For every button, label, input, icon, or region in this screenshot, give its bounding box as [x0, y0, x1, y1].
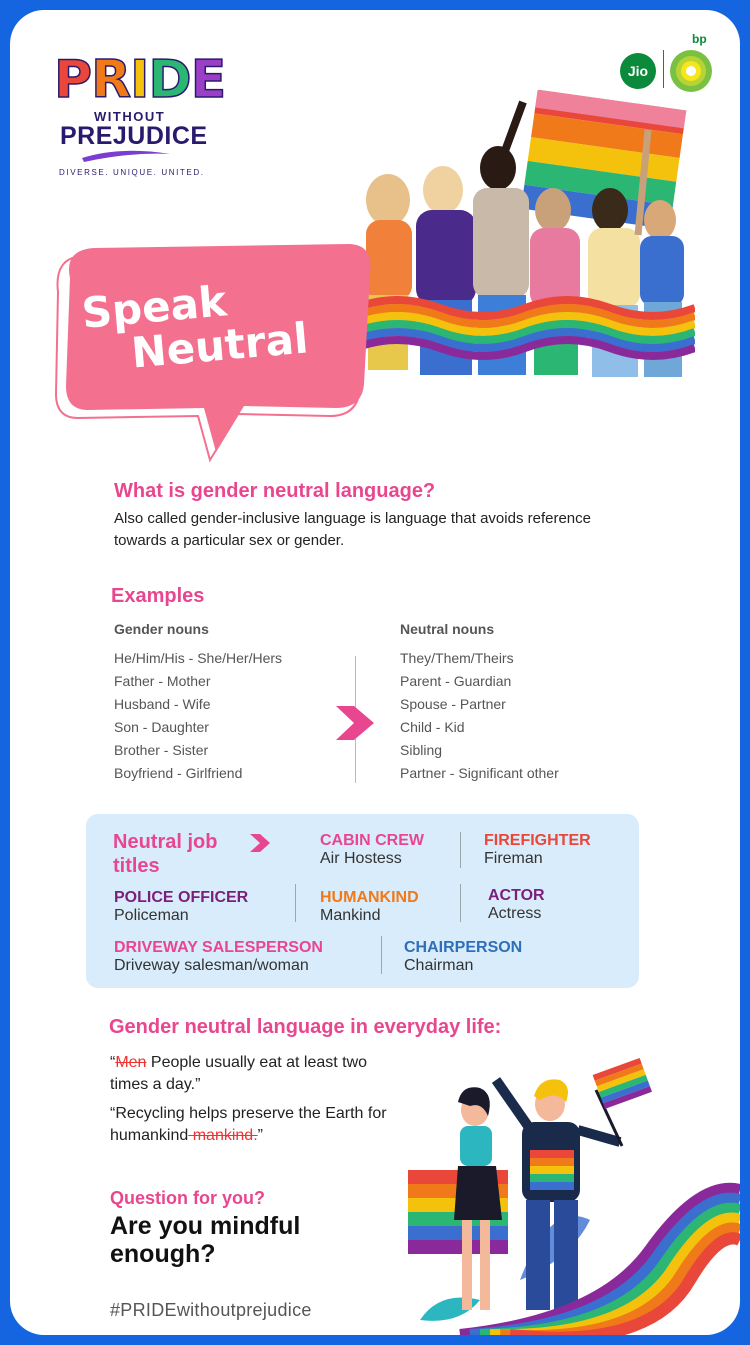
list-item: He/Him/His - She/Her/Hers	[114, 650, 283, 666]
job-divider	[295, 884, 296, 922]
list-item: They/Them/Theirs	[400, 650, 514, 666]
job-old-title: Driveway salesman/woman	[114, 957, 309, 974]
job-chairperson	[404, 939, 522, 975]
job-divider	[460, 832, 461, 868]
list-item: Sibling	[400, 742, 443, 758]
list-item: Husband - Wife	[114, 696, 211, 712]
job-titles-heading	[113, 830, 217, 878]
mindful-line: enough?	[110, 1240, 216, 1268]
job-firefighter	[484, 832, 591, 868]
gender-nouns-title: Gender nouns	[114, 621, 209, 637]
struck-word: mankind.	[188, 1127, 258, 1144]
job-old-title: Fireman	[484, 850, 543, 867]
quote-text: “Recycling helps preserve the Earth for humankind	[110, 1105, 387, 1144]
mindful-line: Are you mindful	[110, 1212, 301, 1240]
neutral-noun-list	[400, 647, 559, 785]
couple-pride-illustration	[400, 1050, 740, 1335]
quote-open: “	[110, 1054, 116, 1071]
job-heading-line: Neutral job	[113, 831, 218, 853]
job-title: ACTOR	[488, 887, 545, 904]
bp-label: bp	[692, 32, 707, 46]
neutral-nouns-title: Neutral nouns	[400, 621, 495, 637]
jio-logo: Jio	[620, 53, 656, 89]
quote-1	[110, 1052, 400, 1096]
logo-tagline: DIVERSE. UNIQUE. UNITED.	[59, 168, 205, 177]
quote-close: ”	[257, 1127, 263, 1144]
logo-swoosh	[80, 148, 172, 164]
definition-text: Also called gender-inclusive language is language that avoids reference towards a particular sex or gender.	[114, 510, 591, 549]
quote-2	[110, 1103, 400, 1147]
pride-logo-text: PRIDE	[54, 50, 226, 110]
list-item: Child - Kid	[400, 719, 465, 735]
job-title: HUMANKIND	[320, 889, 419, 906]
bp-helios-icon	[668, 48, 714, 94]
list-item: Parent - Guardian	[400, 673, 512, 689]
job-driveway-salesperson	[114, 939, 323, 975]
job-old-title: Policeman	[114, 907, 189, 924]
gender-noun-list	[114, 647, 282, 785]
brand-divider	[663, 50, 664, 88]
title-line-neutral: Neutral	[129, 313, 311, 378]
struck-word: Men	[115, 1054, 147, 1071]
job-heading-line: titles	[113, 855, 160, 877]
job-title: CHAIRPERSON	[404, 939, 523, 956]
everyday-heading: Gender neutral language in everyday life:	[109, 1016, 502, 1038]
list-item: Brother - Sister	[114, 742, 209, 758]
logo-prejudice: PREJUDICE	[60, 122, 208, 150]
speak-neutral-title	[80, 273, 310, 380]
list-item: Father - Mother	[114, 673, 211, 689]
list-item: Partner - Significant other	[400, 765, 559, 781]
job-title: CABIN CREW	[320, 832, 424, 849]
job-actor	[488, 887, 545, 923]
poster-card	[10, 10, 740, 1335]
wavy-rainbow	[355, 296, 695, 376]
list-item: Spouse - Partner	[400, 696, 506, 712]
list-item: Boyfriend - Girlfriend	[114, 765, 243, 781]
job-old-title: Chairman	[404, 957, 474, 974]
chevron-right-icon	[246, 832, 272, 854]
job-divider	[460, 884, 461, 922]
logo-without: WITHOUT	[94, 109, 166, 124]
examples-heading: Examples	[111, 585, 205, 607]
question-label: Question for you?	[110, 1188, 265, 1208]
hashtag: #PRIDEwithoutprejudice	[110, 1300, 312, 1320]
job-police-officer	[114, 889, 248, 925]
job-humankind	[320, 889, 419, 925]
job-title: POLICE OFFICER	[114, 889, 249, 906]
job-title: DRIVEWAY SALESPERSON	[114, 939, 323, 956]
chevron-right-icon	[332, 700, 378, 746]
list-item: Son - Daughter	[114, 719, 209, 735]
job-cabin-crew	[320, 832, 424, 868]
title-line-speak: Speak	[79, 276, 229, 338]
job-old-title: Actress	[488, 905, 542, 922]
quote-text: People usually eat at least two times a day.”	[110, 1054, 368, 1093]
definition-heading: What is gender neutral language?	[114, 480, 436, 502]
job-title: FIREFIGHTER	[484, 832, 591, 849]
job-old-title: Air Hostess	[320, 850, 402, 867]
job-divider	[381, 936, 382, 974]
job-old-title: Mankind	[320, 907, 381, 924]
mindful-question	[110, 1212, 300, 1268]
